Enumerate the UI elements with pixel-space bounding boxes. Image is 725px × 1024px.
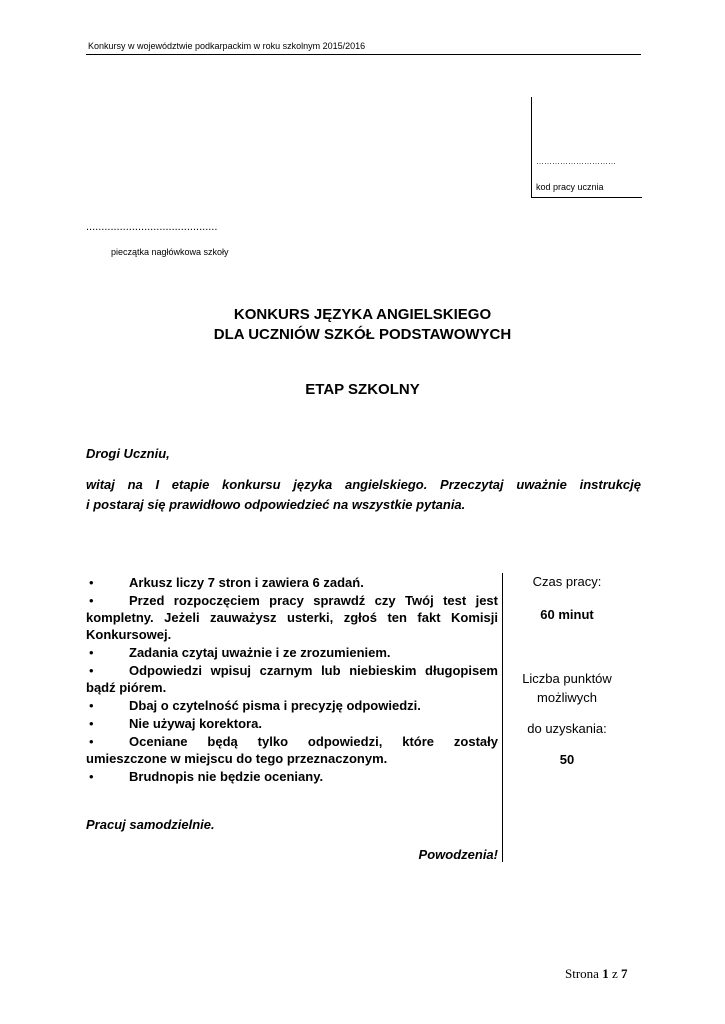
instruction-text: Odpowiedzi wpisuj czarnym lub niebieskim długopisem bądź piórem. bbox=[86, 663, 498, 695]
instructions-list bbox=[86, 574, 498, 786]
instruction-item bbox=[86, 592, 498, 643]
bullet-icon: • bbox=[89, 769, 94, 784]
instruction-text: Arkusz liczy 7 stron i zawiera 6 zadań. bbox=[129, 575, 364, 590]
title-line-1: KONKURS JĘZYKA ANGIELSKIEGO bbox=[233, 306, 492, 323]
page-number bbox=[565, 966, 627, 982]
instruction-text: Brudnopis nie będzie oceniany. bbox=[129, 769, 324, 784]
instruction-item bbox=[86, 768, 498, 785]
points-value: 50 bbox=[559, 752, 575, 767]
page-current: 1 bbox=[602, 966, 609, 981]
intro-line-2: i postaraj się prawidłowo odpowiedzieć na wszystkie pytania. bbox=[86, 497, 466, 512]
bullet-icon: • bbox=[89, 734, 94, 749]
points-label-2: do uzyskania: bbox=[527, 721, 607, 736]
instruction-item bbox=[86, 697, 498, 714]
time-label: Czas pracy: bbox=[532, 574, 602, 589]
page-number-prefix: Strona bbox=[565, 966, 603, 981]
instruction-text: Nie używaj korektora. bbox=[129, 716, 262, 731]
instruction-item bbox=[86, 574, 498, 591]
page-number-sep: z bbox=[608, 966, 621, 981]
instruction-text: Przed rozpoczęciem pracy sprawdź czy Twój test jest kompletny. Jeżeli zauważysz usterki, zgłoś ten fakt Komisji Konkursowej. bbox=[86, 593, 498, 642]
school-stamp-field: ........................................... bbox=[86, 221, 218, 233]
header-divider bbox=[86, 54, 641, 55]
bullet-icon: • bbox=[89, 663, 94, 678]
intro-paragraph bbox=[86, 475, 641, 515]
instruction-text: Zadania czytaj uważnie i ze zrozumieniem. bbox=[129, 645, 391, 660]
student-code-label: kod pracy ucznia bbox=[536, 182, 604, 192]
student-code-field: ………………………… bbox=[536, 157, 616, 166]
column-divider bbox=[502, 573, 503, 862]
stage-title: ETAP SZKOLNY bbox=[305, 381, 420, 398]
greeting: Drogi Uczniu, bbox=[86, 446, 170, 461]
points-label: Liczba punktów możliwych bbox=[522, 671, 612, 705]
work-alone-note: Pracuj samodzielnie. bbox=[86, 817, 215, 832]
page-header-text: Konkursy w województwie podkarpackim w roku szkolnym 2015/2016 bbox=[88, 41, 366, 51]
time-value: 60 minut bbox=[540, 607, 594, 622]
instruction-text: Dbaj o czytelność pisma i precyzję odpowiedzi. bbox=[129, 698, 421, 713]
instruction-item bbox=[86, 644, 498, 661]
title-line-2: DLA UCZNIÓW SZKÓŁ PODSTAWOWYCH bbox=[213, 326, 512, 343]
good-luck-note: Powodzenia! bbox=[418, 847, 498, 862]
instruction-item bbox=[86, 662, 498, 696]
instruction-item bbox=[86, 715, 498, 732]
bullet-icon: • bbox=[89, 645, 94, 660]
instruction-text: Oceniane będą tylko odpowiedzi, które zostały umieszczone w miejscu do tego przeznaczonym. bbox=[86, 734, 498, 766]
bullet-icon: • bbox=[89, 716, 94, 731]
school-stamp-label: pieczątka nagłówkowa szkoły bbox=[111, 247, 229, 257]
intro-line-1: witaj na I etapie konkursu języka angielskiego. Przeczytaj uważnie instrukcję bbox=[86, 477, 641, 492]
instruction-item bbox=[86, 733, 498, 767]
bullet-icon: • bbox=[89, 698, 94, 713]
bullet-icon: • bbox=[89, 593, 94, 608]
page-total: 7 bbox=[620, 966, 628, 981]
bullet-icon: • bbox=[89, 575, 94, 590]
